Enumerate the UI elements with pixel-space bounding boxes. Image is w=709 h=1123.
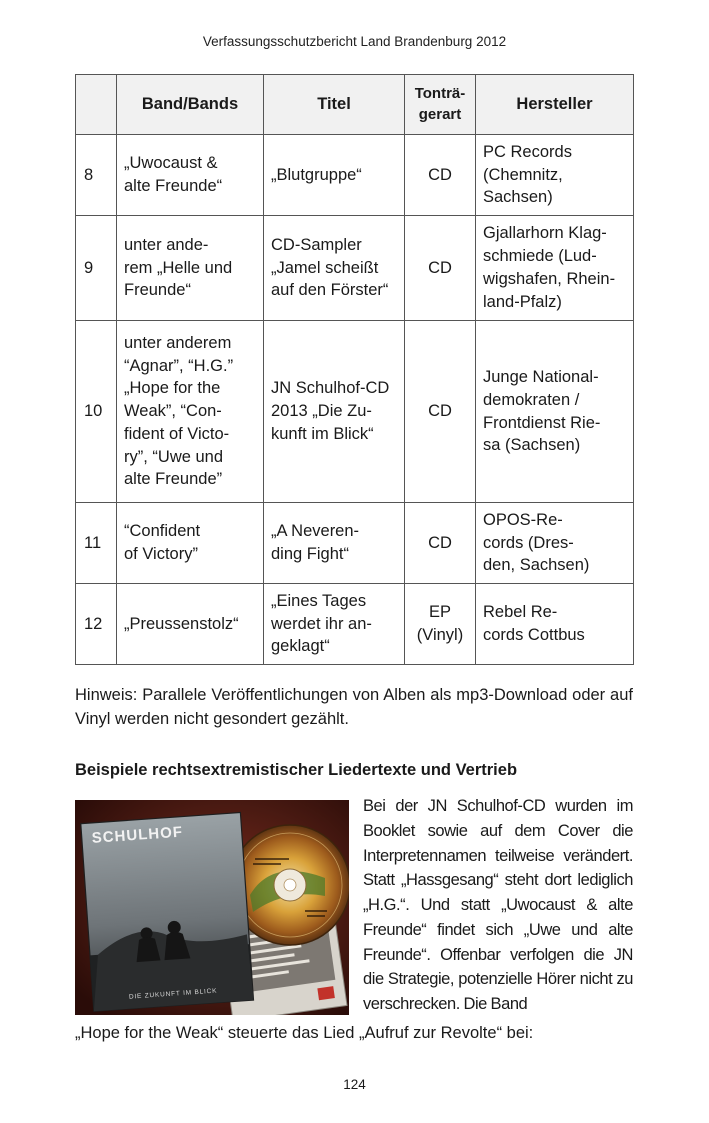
cd-cover-illustration <box>75 800 349 1015</box>
page-number: 124 <box>343 1077 366 1092</box>
row-bands: „Uwocaust & alte Freunde“ <box>117 135 264 216</box>
row-carrier: EP (Vinyl) <box>405 584 476 665</box>
row-producer: OPOS-Re- cords (Dres- den, Sachsen) <box>476 503 634 584</box>
row-bands: “Confident of Victory” <box>117 503 264 584</box>
front-cover <box>81 813 254 1012</box>
row-title: CD-Sampler „Jamel scheißt auf den Förster“ <box>264 216 405 321</box>
cover-subtitle: DIE ZUKUNFT IM BLICK <box>128 987 218 1001</box>
table-row <box>76 216 634 321</box>
row-title: „Eines Tages werdet ihr an- geklagt“ <box>264 584 405 665</box>
row-carrier: CD <box>405 503 476 584</box>
column-header-bands: Band/Bands <box>117 75 264 135</box>
table-row <box>76 321 634 503</box>
row-producer: PC Records (Chemnitz, Sachsen) <box>476 135 634 216</box>
column-header-title: Titel <box>264 75 405 135</box>
row-title: „Blutgruppe“ <box>264 135 405 216</box>
table-row <box>76 503 634 584</box>
table-header-row <box>76 75 634 135</box>
row-title: „A Neveren- ding Fight“ <box>264 503 405 584</box>
row-bands: unter ande- rem „Helle und Freunde“ <box>117 216 264 321</box>
row-title: JN Schulhof-CD 2013 „Die Zu- kunft im Blick“ <box>264 321 405 503</box>
running-header: Verfassungsschutzbericht Land Brandenburg 2012 <box>202 34 507 49</box>
column-header-carrier: Tonträ- gerart <box>405 75 476 135</box>
row-number: 12 <box>76 584 117 665</box>
section-paragraph-tail: „Hope for the Weak“ steuerte das Lied „Aufruf zur Revolte“ bei: <box>75 1024 534 1042</box>
row-producer: Rebel Re- cords Cottbus <box>476 584 634 665</box>
column-header-producer: Hersteller <box>476 75 634 135</box>
row-number: 8 <box>76 135 117 216</box>
section-paragraph: Bei der JN Schulhof-CD wurden im Booklet sowie auf dem Cover die Interpretennamen teilweise verändert. Statt „Hassgesang“ steht dort lediglich „H.G.“. Und statt „Uwocaust & alte Freunde“ findet sich „Uwe und alte Freunde“. Offenbar verfolgen die JN die Strategie, potenzielle Hörer nicht zu verschrecken. Die Band <box>363 797 633 1013</box>
row-carrier: CD <box>405 135 476 216</box>
row-bands: „Preussenstolz“ <box>117 584 264 665</box>
row-number: 10 <box>76 321 117 503</box>
cd-cover-photo <box>75 800 349 1015</box>
cover-title: SCHULHOF <box>91 823 184 847</box>
section-heading: Beispiele rechtsextremistischer Liedertexte und Vertrieb <box>75 761 518 779</box>
row-carrier: CD <box>405 216 476 321</box>
table-row <box>76 584 634 665</box>
table-footnote: Hinweis: Parallele Veröffentlichungen von Alben als mp3-Download oder auf Vinyl werden nicht gesondert gezählt. <box>75 686 633 728</box>
table-row <box>76 135 634 216</box>
row-carrier: CD <box>405 321 476 503</box>
row-number: 11 <box>76 503 117 584</box>
column-header-nr <box>76 75 117 135</box>
row-producer: Gjallarhorn Klag- schmiede (Lud- wigshafen, Rhein- land-Pfalz) <box>476 216 634 321</box>
row-number: 9 <box>76 216 117 321</box>
row-bands: unter anderem “Agnar”, “H.G.” „Hope for the Weak”, “Con- fident of Victo- ry”, “Uwe und alte Freunde” <box>117 321 264 503</box>
row-producer: Junge National- demokraten / Frontdienst Rie- sa (Sachsen) <box>476 321 634 503</box>
releases-table <box>75 74 634 665</box>
